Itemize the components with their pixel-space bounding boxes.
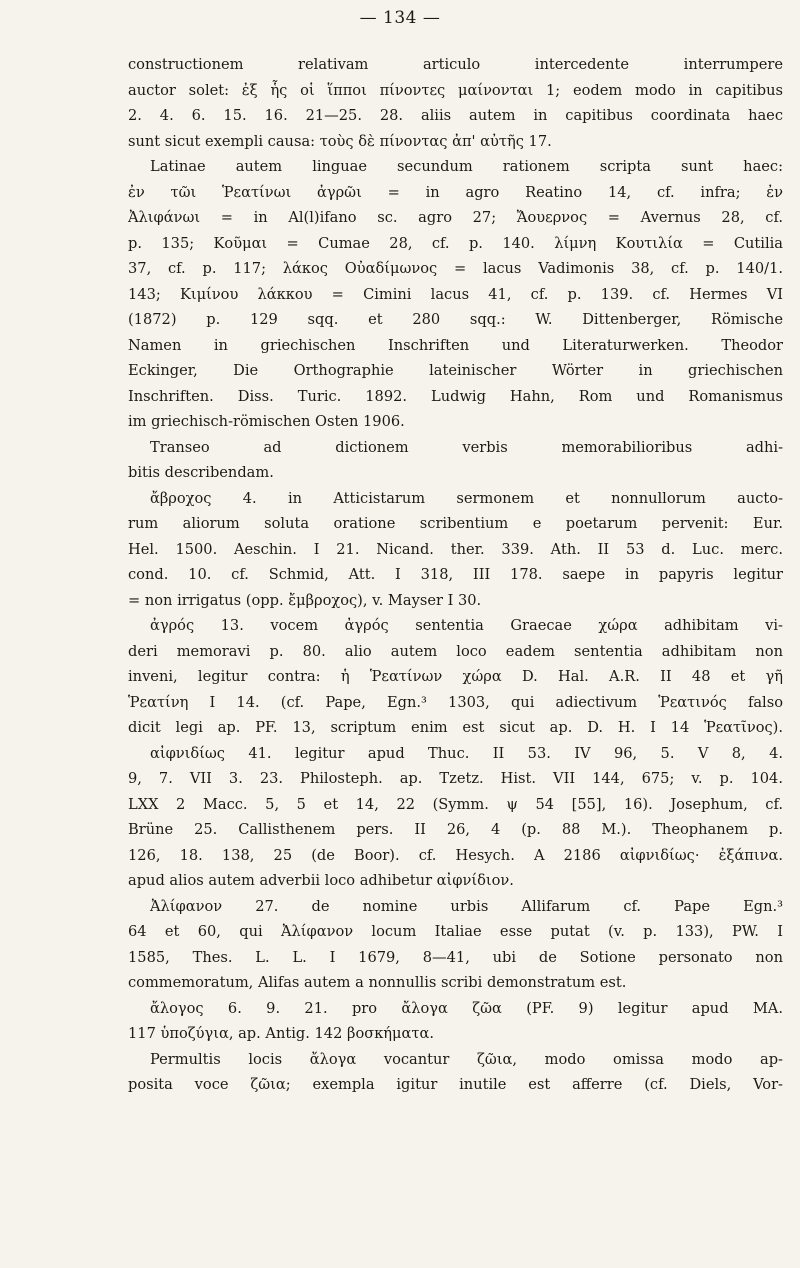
text-line: Inschriften. Diss. Turic. 1892. Ludwig Hahn, Rom und Romanismus — [128, 387, 783, 405]
text-line: 9, 7. VII 3. 23. Philosteph. ap. Tzetz. Hist. VII 144, 675; v. p. 104. — [128, 770, 783, 787]
text-line: 143; Κιμίνου λάκκου = Cimini lacus 41, cf. p. 139. cf. Hermes VI — [128, 285, 783, 303]
text-line: auctor solet: ἐξ ἧς οἱ ἵπποι πίνοντες μαίνονται 1; eodem modo in capitibus — [128, 81, 783, 99]
text-line: bitis describendam. — [128, 464, 274, 481]
text-line: dicit legi ap. PF. 13, scriptum enim est sicut ap. D. H. I 14 Ῥεατῖνος). — [128, 719, 783, 736]
entry-aiphnidios: αἰφνιδίως 41. legitur apud Thuc. II 53. IV 96, 5. V 8, 4. — [150, 744, 783, 762]
text-line: p. 135; Κοῦμαι = Cumae 28, cf. p. 140. λίμνη Κουτιλία = Cutilia — [128, 234, 783, 252]
text-line: Brüne 25. Callisthenem pers. II 26, 4 (p. 88 M.). Theophanem p. — [128, 821, 783, 838]
text-line: 64 et 60, qui Ἀλίφανον locum Italiae esse putat (v. p. 133), PW. I — [128, 923, 783, 940]
text-line: rum aliorum soluta oratione scribentium e poetarum pervenit: Eur. — [128, 515, 783, 532]
text-line: = non irrigatus (opp. ἔμβροχος), v. Mayser I 30. — [128, 591, 482, 609]
text-line: Transeo ad dictionem verbis memorabilioribus adhi- — [150, 438, 783, 456]
text-line: commemoratum, Alifas autem a nonnullis scribi demonstratum est. — [128, 974, 627, 991]
text-line: 37, cf. p. 117; λάκος Οὐαδίμωνος = lacus Vadimonis 38, cf. p. 140/1. — [128, 260, 783, 277]
text-line: constructionem relativam articulo intercedente interrumpere — [128, 56, 783, 73]
text-line: Latinae autem linguae secundum rationem scripta sunt haec: — [150, 158, 783, 175]
entry-agros: ἀγρός 13. vocem ἀγρός sententia Graecae χώρα adhibitam vi- — [150, 617, 783, 634]
text-line: Ἀλιφάνωι = in Al(l)ifano sc. agro 27; Ἄουερνος = Avernus 28, cf. — [128, 209, 783, 226]
text-line: sunt sicut exempli causa: τοὺς δὲ πίνοντας ἀπ' αὐτῆς 17. — [128, 132, 552, 150]
page-number: — 134 — — [359, 8, 441, 28]
entry-aliphanon: Ἀλίφανον 27. de nomine urbis Allifarum cf. Pape Egn.³ — [150, 897, 783, 915]
text-line: 2. 4. 6. 15. 16. 21—25. 28. aliis autem in capitibus coordinata haec — [128, 107, 783, 124]
body-text — [128, 52, 783, 1098]
text-line: im griechisch-römischen Osten 1906. — [128, 413, 405, 430]
entry-abrochos: ἄβροχος 4. in Atticistarum sermonem et nonnullorum aucto- — [150, 489, 783, 507]
text-line: Eckinger, Die Orthographie lateinischer Wörter in griechischen — [128, 362, 783, 379]
text-line: 117 ὑποζύγια, ap. Antig. 142 βοσκήματα. — [128, 1025, 434, 1042]
text-line: posita voce ζῶια; exempla igitur inutile est afferre (cf. Diels, Vor- — [128, 1076, 783, 1093]
text-line: (1872) p. 129 sqq. et 280 sqq.: W. Dittenberger, Römische — [128, 311, 783, 328]
text-line: ἐν τῶι Ῥεατίνωι ἀγρῶι = in agro Reatino 14, cf. infra; ἐν — [128, 183, 783, 201]
text-line: 1585, Thes. L. L. I 1679, 8—41, ubi de Sotione personato non — [128, 948, 783, 966]
text-line: inveni, legitur contra: ἡ Ῥεατίνων χώρα D. Hal. A.R. II 48 et γῆ — [128, 668, 783, 685]
text-line: Ῥεατίνη I 14. (cf. Pape, Egn.³ 1303, qui adiectivum Ῥεατινός falso — [128, 693, 783, 711]
text-line: Hel. 1500. Aeschin. I 21. Nicand. ther. 339. Ath. II 53 d. Luc. merc. — [128, 540, 783, 558]
entry-alogos: ἄλογος 6. 9. 21. pro ἄλογα ζῶα (PF. 9) legitur apud MA. — [150, 999, 783, 1017]
text-line: cond. 10. cf. Schmid, Att. I 318, III 178. saepe in papyris legitur — [128, 566, 783, 583]
text-line: 126, 18. 138, 25 (de Boor). cf. Hesych. A 2186 αἰφνιδίως· ἐξάπινα. — [128, 846, 783, 864]
text-line: apud alios autem adverbii loco adhibetur αἰφνίδιον. — [128, 872, 514, 889]
text-line: LXX 2 Macc. 5, 5 et 14, 22 (Symm. ψ 54 [55], 16). Josephum, cf. — [128, 795, 783, 813]
text-line: Namen in griechischen Inschriften und Literaturwerken. Theodor — [128, 336, 783, 354]
text-line: Permultis locis ἄλογα vocantur ζῶια, modo omissa modo ap- — [150, 1050, 783, 1068]
text-line: deri memoravi p. 80. alio autem loco eadem sententia adhibitam non — [128, 642, 783, 660]
